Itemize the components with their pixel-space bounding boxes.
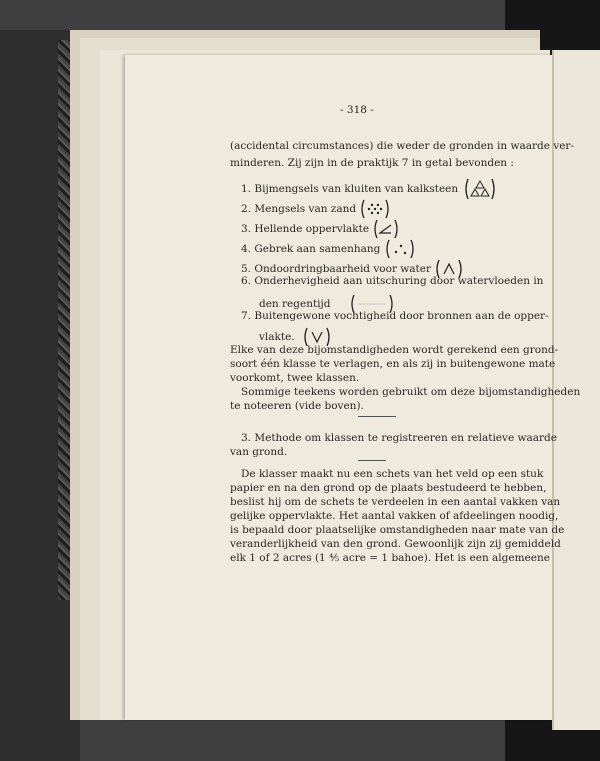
body-line: De klasser maakt nu een schets van het veld op een stuk [241, 468, 544, 480]
intro-line: minderen. Zij zijn in de praktijk 7 in getal bevonden : [230, 157, 514, 169]
item-text: Mengsels van zand [254, 203, 357, 215]
section-heading: van grond. [230, 446, 288, 458]
paragraph-line: Elke van deze bijomstandigheden wordt gerekend een grond- [230, 344, 559, 356]
item-number: 1. [241, 183, 252, 195]
body-line: elk 1 of 2 acres (1 ⅘ acre = 1 bahoe). Het is een algemeene [230, 552, 550, 564]
item-number: 4. [241, 243, 252, 255]
dots-icon [359, 198, 391, 220]
item-text: den regentijd [259, 298, 331, 310]
list-item [241, 238, 416, 260]
item-text: Ondoordringbaarheid voor water [254, 263, 431, 275]
body-line: beslist hij om de schets te verdeelen in een aantal vakken van [230, 496, 561, 508]
item-text: Bijmengsels van kluiten van kalksteen [254, 183, 459, 195]
body-line: gelijke oppervlakte. Het aantal vakken of afdeelingen noodig, [230, 510, 559, 522]
body-line: veranderlijkheid van den grond. Gewoonlijk zijn zij gemiddeld [230, 538, 561, 550]
item-text: Buitengewone vochtigheid door bronnen aan de opper- [254, 310, 549, 322]
item-number: 6. [241, 275, 252, 287]
item-number: 5. [241, 263, 252, 275]
item-text: Onderhevigheid aan uitschuring door watervloeden in [254, 275, 544, 287]
paragraph-line: Sommige teekens worden gebruikt om deze bijomstandigheden [241, 386, 581, 398]
item-text: Hellende oppervlakte [254, 223, 370, 235]
body-line: is bepaald door plaatselijke omstandigheden naar mate van de [230, 524, 565, 536]
item-number: 7. [241, 310, 252, 322]
list-item [241, 275, 543, 288]
page-number: - 318 - [340, 104, 374, 116]
slope-angle-icon [372, 218, 400, 240]
list-item [241, 198, 391, 220]
paragraph-line: voorkomt, twee klassen. [230, 372, 360, 384]
section-divider [358, 416, 396, 417]
item-text: vlakte. [259, 331, 295, 343]
paragraph-line: soort één klasse te verlagen, en als zij in buitengewone mate [230, 358, 556, 370]
item-number: 3. [241, 223, 252, 235]
section-heading: 3. Methode om klassen te registreeren en relatieve waarde [241, 432, 557, 444]
item-text: Gebrek aan samenhang [254, 243, 381, 255]
item-number: 2. [241, 203, 252, 215]
intro-line: (accidental circumstances) die weder de gronden in waarde ver- [230, 140, 574, 152]
paragraph-line: te noteeren (vide boven). [230, 400, 364, 412]
triangle-cluster-icon [462, 177, 498, 201]
list-item [241, 218, 400, 240]
section-divider [358, 460, 386, 461]
scattered-dots-icon [384, 238, 416, 260]
body-line: papier en na den grond op de plaats bestudeerd te hebben, [230, 482, 547, 494]
list-item [241, 310, 549, 323]
